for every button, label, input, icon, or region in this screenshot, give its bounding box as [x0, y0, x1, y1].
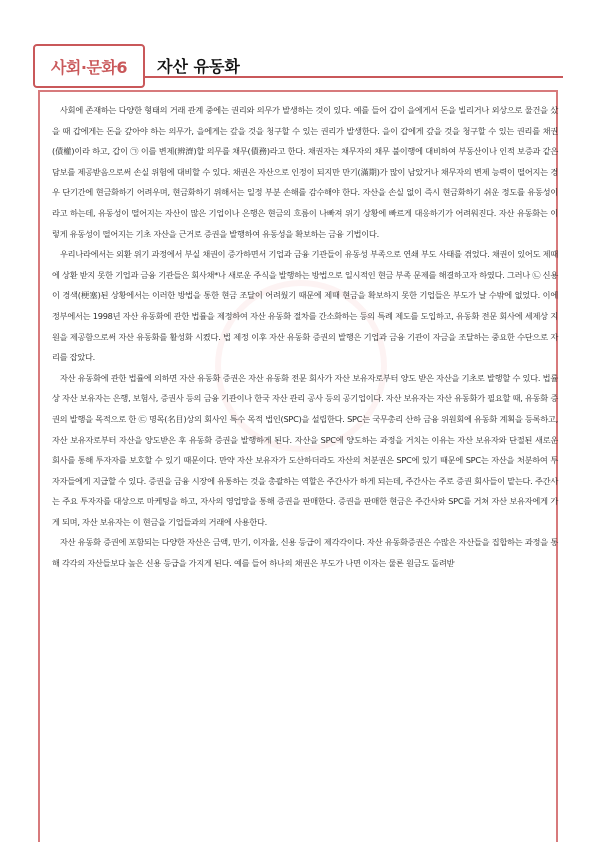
page-title: 자산 유동화 [157, 57, 240, 76]
paragraph-2: 우리나라에서는 외환 위기 과정에서 부실 채권이 증가하면서 기업과 금융 기관들이 유동성 부족으로 연쇄 부도 사태를 겪었다. 채권이 있어도 제때에 상환 받지 못한 기업과 금융 기관들은 회사채*나 새로운 주식을 발행하는 방법으로 일시적인 현금 부족 문제를 해결하고자 하였다. 그러나 ㉡ 신용이 경색(梗塞)된 상황에서는 이러한 방법을 통한 현금 조달이 어려웠기 때문에 제때 현금을 확보하지 못한 기업들은 부도가 날 수밖에 없었다. 이에 정부에서는 1998년 자산 유동화에 관한 법률을 제정하여 자산 유동화 절차를 간소화하는 등의 특례 제도를 도입하고, 유동화 전문 회사에 세제상 지원을 제공함으로써 자산 유동화를 활성화 시켰다. 법 제정 이후 자산 유동화 증권의 발행은 기업과 금융 기관이 자금을 조달하는 중요한 수단으로 자리를 잡았다. [52, 249, 558, 363]
paragraph-4: 자산 유동화 증권에 포함되는 다양한 자산은 금액, 만기, 이자율, 신용 등급이 제각각이다. 자산 유동화증권은 수많은 자산들을 집합하는 과정을 통해 각각의 자산들보다 높은 신용 등급을 가지게 된다. 예를 들어 하나의 채권은 부도가 나면 이자는 물론 원금도 돌려받 [52, 537, 558, 569]
section-tag: 사회·문화6 [33, 44, 145, 88]
page-header [33, 44, 563, 90]
paragraph-3: 자산 유동화에 관한 법률에 의하면 자산 유동화 증권은 자산 유동화 전문 회사가 자산 보유자로부터 양도 받은 자산을 기초로 발행할 수 있다. 법률상 자산 보유자는 은행, 보험사, 증권사 등의 금융 기관이나 한국 자산 관리 공사 등의 공기업이다. 자산 보유자는 자산 유동화가 필요할 때, 유동화 증권의 발행을 목적으로 한 ㉢ 명목(名目)상의 회사인 특수 목적 법인(SPC)을 설립한다. SPC는 국무총리 산하 금융 위원회에 유동화 계획을 등록하고, 자산 보유자로부터 자산을 양도받은 후 유동화 증권을 발행하게 된다. 자산을 SPC에 양도하는 과정을 거치는 이유는 자산 보유자와 단절된 새로운 회사를 통해 투자자를 보호할 수 있기 때문이다. 만약 자산 보유자가 도산하더라도 자산의 처분권은 SPC에 있기 때문에 SPC는 자산을 처분하여 투자자들에게 지급할 수 있다. 증권을 금융 시장에 유통하는 것을 총괄하는 역할은 주간사가 하게 되는데, 주간사는 주로 증권 회사들이 맡는다. 주간사는 주요 투자자를 대상으로 마케팅을 하고, 자사의 영업망을 통해 증권을 판매한다. 증권을 판매한 현금은 주간사와 SPC를 거쳐 자산 보유자에게 가게 되며, 자산 보유자는 이 현금을 기업들과의 거래에 사용한다. [52, 372, 558, 527]
article-body [52, 100, 558, 574]
paragraph-1: 사회에 존재하는 다양한 형태의 거래 관계 중에는 권리와 의무가 발생하는 것이 있다. 예를 들어 갑이 을에게서 돈을 빌리거나 외상으로 물건을 샀을 때 갑에게는 돈을 갚아야 하는 의무가, 을에게는 갚을 것을 청구할 수 있는 권리가 발생한다. 을이 갑에게 갚을 것을 청구할 수 있는 권리를 채권(債權)이라 하고, 갑이 ㉠ 이를 변제(辨濟)할 의무를 채무(債務)라고 한다. 채권자는 채무자의 채무 불이행에 대비하여 부동산이나 인적 보증과 같은 담보를 제공받음으로써 손실 위험에 대비할 수 있다. 채권은 자산으로 인정이 되지만 만기(滿期)가 많이 남았거나 채무자의 변제 능력이 떨어지는 경우 단기간에 현금화하기 어려우며, 현금화하기 위해서는 일정 부분 손해를 감수해야 한다. 자산을 손실 없이 즉시 현금화하기 쉬운 정도를 유동성이라고 하는데, 유동성이 떨어지는 자산이 많은 기업이나 은행은 현금의 흐름이 나빠져 위기 상황에 빠르게 대응하기가 어려워진다. 자산 유동화는 이렇게 유동성이 떨어지는 기초 자산을 근거로 증권을 발행하여 유동성을 확보하는 금융 기법이다. [52, 105, 558, 239]
